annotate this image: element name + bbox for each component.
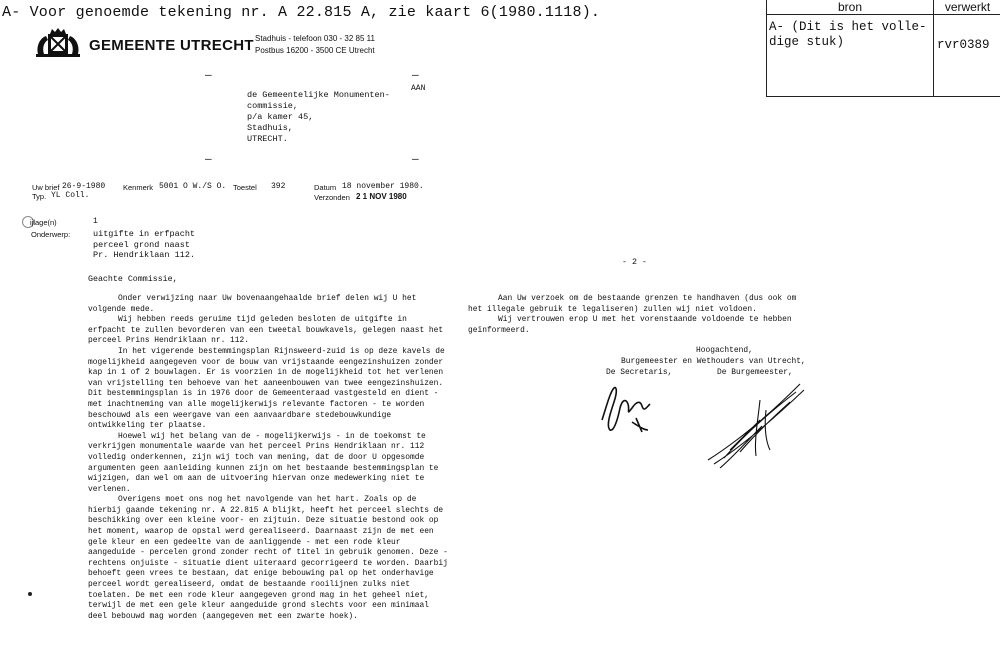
- organization-address: Stadhuis - telefoon 030 - 32 85 11 Postbus 16200 - 3500 CE Utrecht: [255, 34, 375, 55]
- addressee-block: de Gemeentelijke Monumenten- commissie, p/a kamer 45, Stadhuis, UTRECHT.: [247, 90, 390, 144]
- bron-cell: A- (Dit is het volle- dige stuk): [769, 20, 927, 49]
- top-note: A- Voor genoemde tekening nr. A 22.815 A, zie kaart 6(1980.1118).: [2, 4, 601, 21]
- verzonden-stamp: 2 1 NOV 1980: [356, 192, 407, 201]
- letter-body-page-1: [88, 294, 448, 622]
- page-number: - 2 -: [622, 258, 647, 267]
- burgemeester-label: De Burgemeester,: [717, 368, 793, 377]
- paragraph: Hoewel wij het belang van de - mogelijkerwijs - in de toekomst te verkrijgen monumentale waarde van het perceel Prins Hendriklaan nr. 112 volledig onderkennen, zijn wij toch van mening, dat de door U opgesomde argumenten geen aanleiding kunnen zijn om het bestaande bestemmingsplan te wijzigen, dan wel om aan de uitvoering hiervan onze medewerking niet te verlenen.: [88, 431, 439, 494]
- index-card-table: [766, 0, 1000, 97]
- paragraph: In het vigerende bestemmingsplan Rijnsweerd-zuid is op deze kavels de mogelijkheid aangegeven voor de bouw van vrijstaande eengezinshuizen zonder kap in 1 of 2 bouwlagen. Er is voorzien in de mogelijkheid tot het verlenen van vrijstelling ten behoeve van het aaneenbouwen van twee eengezinshuizen. Dit bestemmingsplan is in 1976 door de Gemeenteraad vastgesteld en dient - met inachtneming van alle mogelijkerwijs relevante factoren - te worden beschouwd als een weergave van een aanvaardbare stedebouwkundige ontwikkeling ter plaatse.: [88, 346, 445, 431]
- column-header-bron: bron: [767, 0, 933, 15]
- paragraph: Overigens moet ons nog het navolgende van het hart. Zoals op de hierbij gaande tekening nr. A 22.815 A blijkt, heeft het perceel slechts de beschikking over een kleine voor- en zijtuin. Deze situatie bestond ook op het moment, waarop de opstal werd gerealiseerd. Daarnaast zijn de met een gele kleur en een gedeelte van de aanliggende - met een rode kleur aangeduide - percelen grond zonder recht of titel in gebruik genomen. Deze - rechtens onjuiste - situatie dient uiteraard gecorrigeerd te worden. Daarbij behoeft geen vrees te bestaan, dat enige bebouwing pal op het onderhavige perceel wordt gerealiseerd, omdat de bestaande rooilijnen zulks niet toelaten. De met een rode kleur aangegeven grond mag in het geheel niet, terwijl de met een gele kleur aangeduide grond slechts voor een minimaal deel bebouwd mag worden (aangegeven met een zwarte hoek).: [88, 495, 448, 621]
- paragraph: Aan Uw verzoek om de bestaande grenzen te handhaven (dus ook om het illegale gebruik te legaliseren) zullen wij niet voldoen.: [468, 294, 797, 314]
- onderwerp-value: uitgifte in erfpacht perceel grond naast Pr. Hendriklaan 112.: [93, 229, 196, 260]
- toestel-value: 392: [271, 182, 286, 191]
- letter-body-page-2: [468, 294, 798, 336]
- uw-brief-label: Uw brief: [32, 183, 60, 192]
- kenmerk-label: Kenmerk: [123, 183, 154, 192]
- secretaris-signature: [592, 378, 672, 448]
- kenmerk-value: 5001 O W./S O.: [159, 182, 227, 191]
- fold-mark: –: [412, 68, 419, 81]
- salutation: Geachte Commissie,: [88, 275, 178, 284]
- fold-mark: –: [412, 152, 419, 165]
- datum-value: 18 november 1980.: [342, 182, 424, 191]
- closing-body: Burgemeester en Wethouders van Utrecht,: [621, 357, 806, 366]
- burgemeester-signature: [700, 380, 810, 470]
- organization-name: GEMEENTE UTRECHT: [89, 37, 254, 54]
- secretaris-label: De Secretaris,: [606, 368, 673, 377]
- addressee-label: AAN: [411, 84, 426, 93]
- uw-brief-value: 26-9-1980: [62, 182, 106, 191]
- paragraph: Onder verwijzing naar Uw bovenaangehaalde brief delen wij U het volgende mede.: [88, 294, 417, 314]
- toestel-label: Toestel: [233, 183, 257, 192]
- bijlagen-label: ijlage(n): [30, 218, 57, 227]
- fold-mark: –: [205, 152, 212, 165]
- fold-mark: –: [205, 68, 212, 81]
- datum-label: Datum: [314, 183, 337, 192]
- column-header-verwerkt: verwerkt: [934, 0, 1000, 15]
- paragraph: Wij hebben reeds geruime tijd geleden besloten de uitgifte in erfpacht te zullen bevorderen van een tweetal bouwkavels, gelegen naast het perceel Prins Hendriklaan nr. 112.: [88, 315, 444, 346]
- verwerkt-cell: rvr0389: [937, 38, 990, 52]
- typist-value: YL Coll.: [51, 191, 90, 200]
- column-divider: [933, 0, 934, 96]
- typist-label: Typ.: [32, 192, 47, 201]
- bijlagen-value: 1: [93, 217, 98, 226]
- closing-greeting: Hoogachtend,: [696, 346, 753, 355]
- verzonden-label: Verzonden: [314, 193, 350, 202]
- city-coat-of-arms-logo: [34, 28, 82, 58]
- paragraph: Wij vertrouwen erop U met het vorenstaande voldoende te hebben geïnformeerd.: [468, 315, 792, 335]
- onderwerp-label: Onderwerp:: [31, 230, 71, 239]
- dot-mark: [28, 592, 32, 596]
